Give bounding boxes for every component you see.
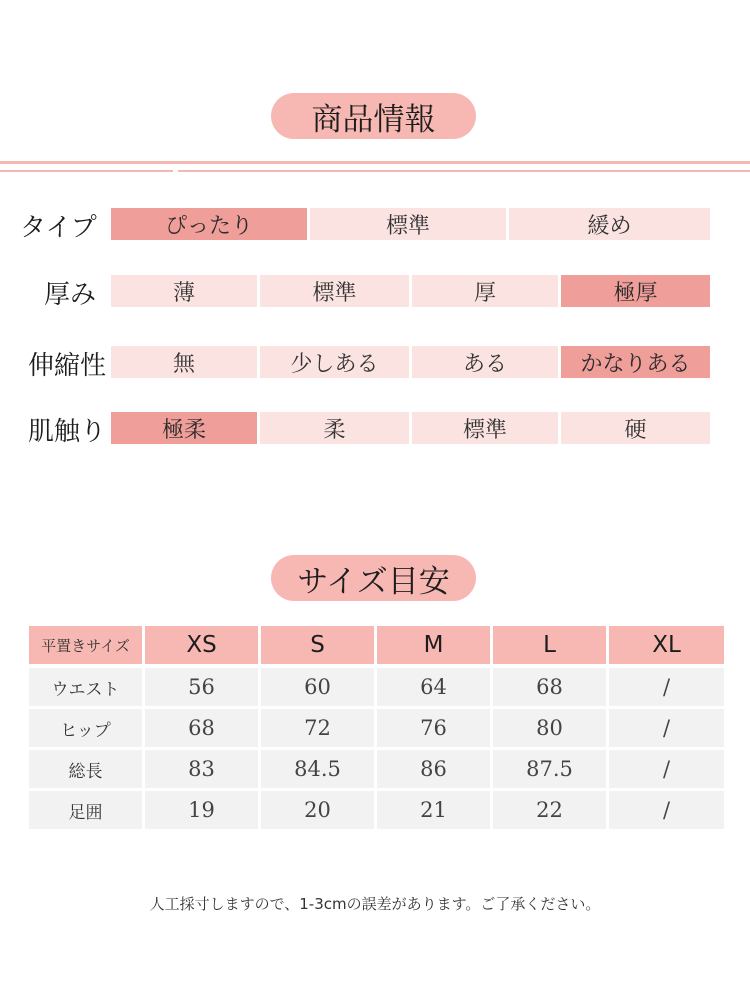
size-cell: 19 — [145, 791, 258, 829]
divider-gap — [173, 164, 178, 172]
size-cell: 87.5 — [493, 750, 606, 788]
attr-row-type — [0, 208, 750, 242]
size-row-label: 総長 — [29, 750, 142, 788]
size-cell: / — [609, 668, 724, 706]
size-cell: 80 — [493, 709, 606, 747]
size-cell: 22 — [493, 791, 606, 829]
divider-lower — [0, 170, 750, 172]
attr-row-thickness — [0, 275, 750, 309]
size-cell: 21 — [377, 791, 490, 829]
size-cell: 60 — [261, 668, 374, 706]
option-type-fitted: ぴったり — [111, 208, 307, 240]
measurement-note: 人工採寸しますので、1-3cmの誤差があります。ご了承ください。 — [149, 895, 601, 913]
option-stretch-high: かなりある — [561, 346, 710, 378]
size-cell: 84.5 — [261, 750, 374, 788]
attr-label-stretch: 伸縮性 — [28, 350, 107, 381]
size-row-waist — [0, 668, 750, 706]
size-row-hip — [0, 709, 750, 747]
product-info-title — [271, 93, 476, 139]
size-cell: / — [609, 791, 724, 829]
size-cell: 86 — [377, 750, 490, 788]
option-stretch-some: ある — [412, 346, 558, 378]
size-row-label: 足囲 — [29, 791, 142, 829]
size-cell: 72 — [261, 709, 374, 747]
option-thickness-extra-thick: 極厚 — [561, 275, 710, 307]
attr-label-type: タイプ — [20, 212, 97, 243]
size-header-xs: XS — [145, 626, 258, 664]
size-cell: 56 — [145, 668, 258, 706]
size-cell: / — [609, 709, 724, 747]
option-texture-standard: 標準 — [412, 412, 558, 444]
option-type-loose: 緩め — [509, 208, 710, 240]
size-guide-title — [271, 555, 476, 601]
size-row-label: ヒップ — [29, 709, 142, 747]
option-thickness-thick: 厚 — [412, 275, 558, 307]
attr-label-texture: 肌触り — [28, 416, 107, 447]
option-texture-soft: 柔 — [260, 412, 409, 444]
size-cell: 64 — [377, 668, 490, 706]
size-guide-title-text: サイズ目安 — [297, 563, 450, 600]
attr-row-stretch — [0, 346, 750, 380]
option-thickness-thin: 薄 — [111, 275, 257, 307]
size-cell: 76 — [377, 709, 490, 747]
size-header-xl: XL — [609, 626, 724, 664]
size-row-total-length — [0, 750, 750, 788]
size-header-m: M — [377, 626, 490, 664]
size-header-l: L — [493, 626, 606, 664]
size-cell: 68 — [493, 668, 606, 706]
size-cell: 68 — [145, 709, 258, 747]
attr-row-texture — [0, 412, 750, 446]
option-stretch-slight: 少しある — [260, 346, 409, 378]
option-texture-hard: 硬 — [561, 412, 710, 444]
option-type-standard: 標準 — [310, 208, 506, 240]
size-cell: / — [609, 750, 724, 788]
size-row-label: ウエスト — [29, 668, 142, 706]
product-info-title-text: 商品情報 — [311, 101, 436, 138]
size-cell: 83 — [145, 750, 258, 788]
option-thickness-standard: 標準 — [260, 275, 409, 307]
size-table-header — [0, 626, 750, 664]
size-header-s: S — [261, 626, 374, 664]
divider-upper — [0, 161, 750, 164]
option-stretch-none: 無 — [111, 346, 257, 378]
attr-label-thickness: 厚み — [44, 279, 97, 310]
option-texture-extra-soft: 極柔 — [111, 412, 257, 444]
size-row-leg-circumference — [0, 791, 750, 829]
size-cell: 20 — [261, 791, 374, 829]
size-header-label: 平置きサイズ — [29, 626, 142, 664]
